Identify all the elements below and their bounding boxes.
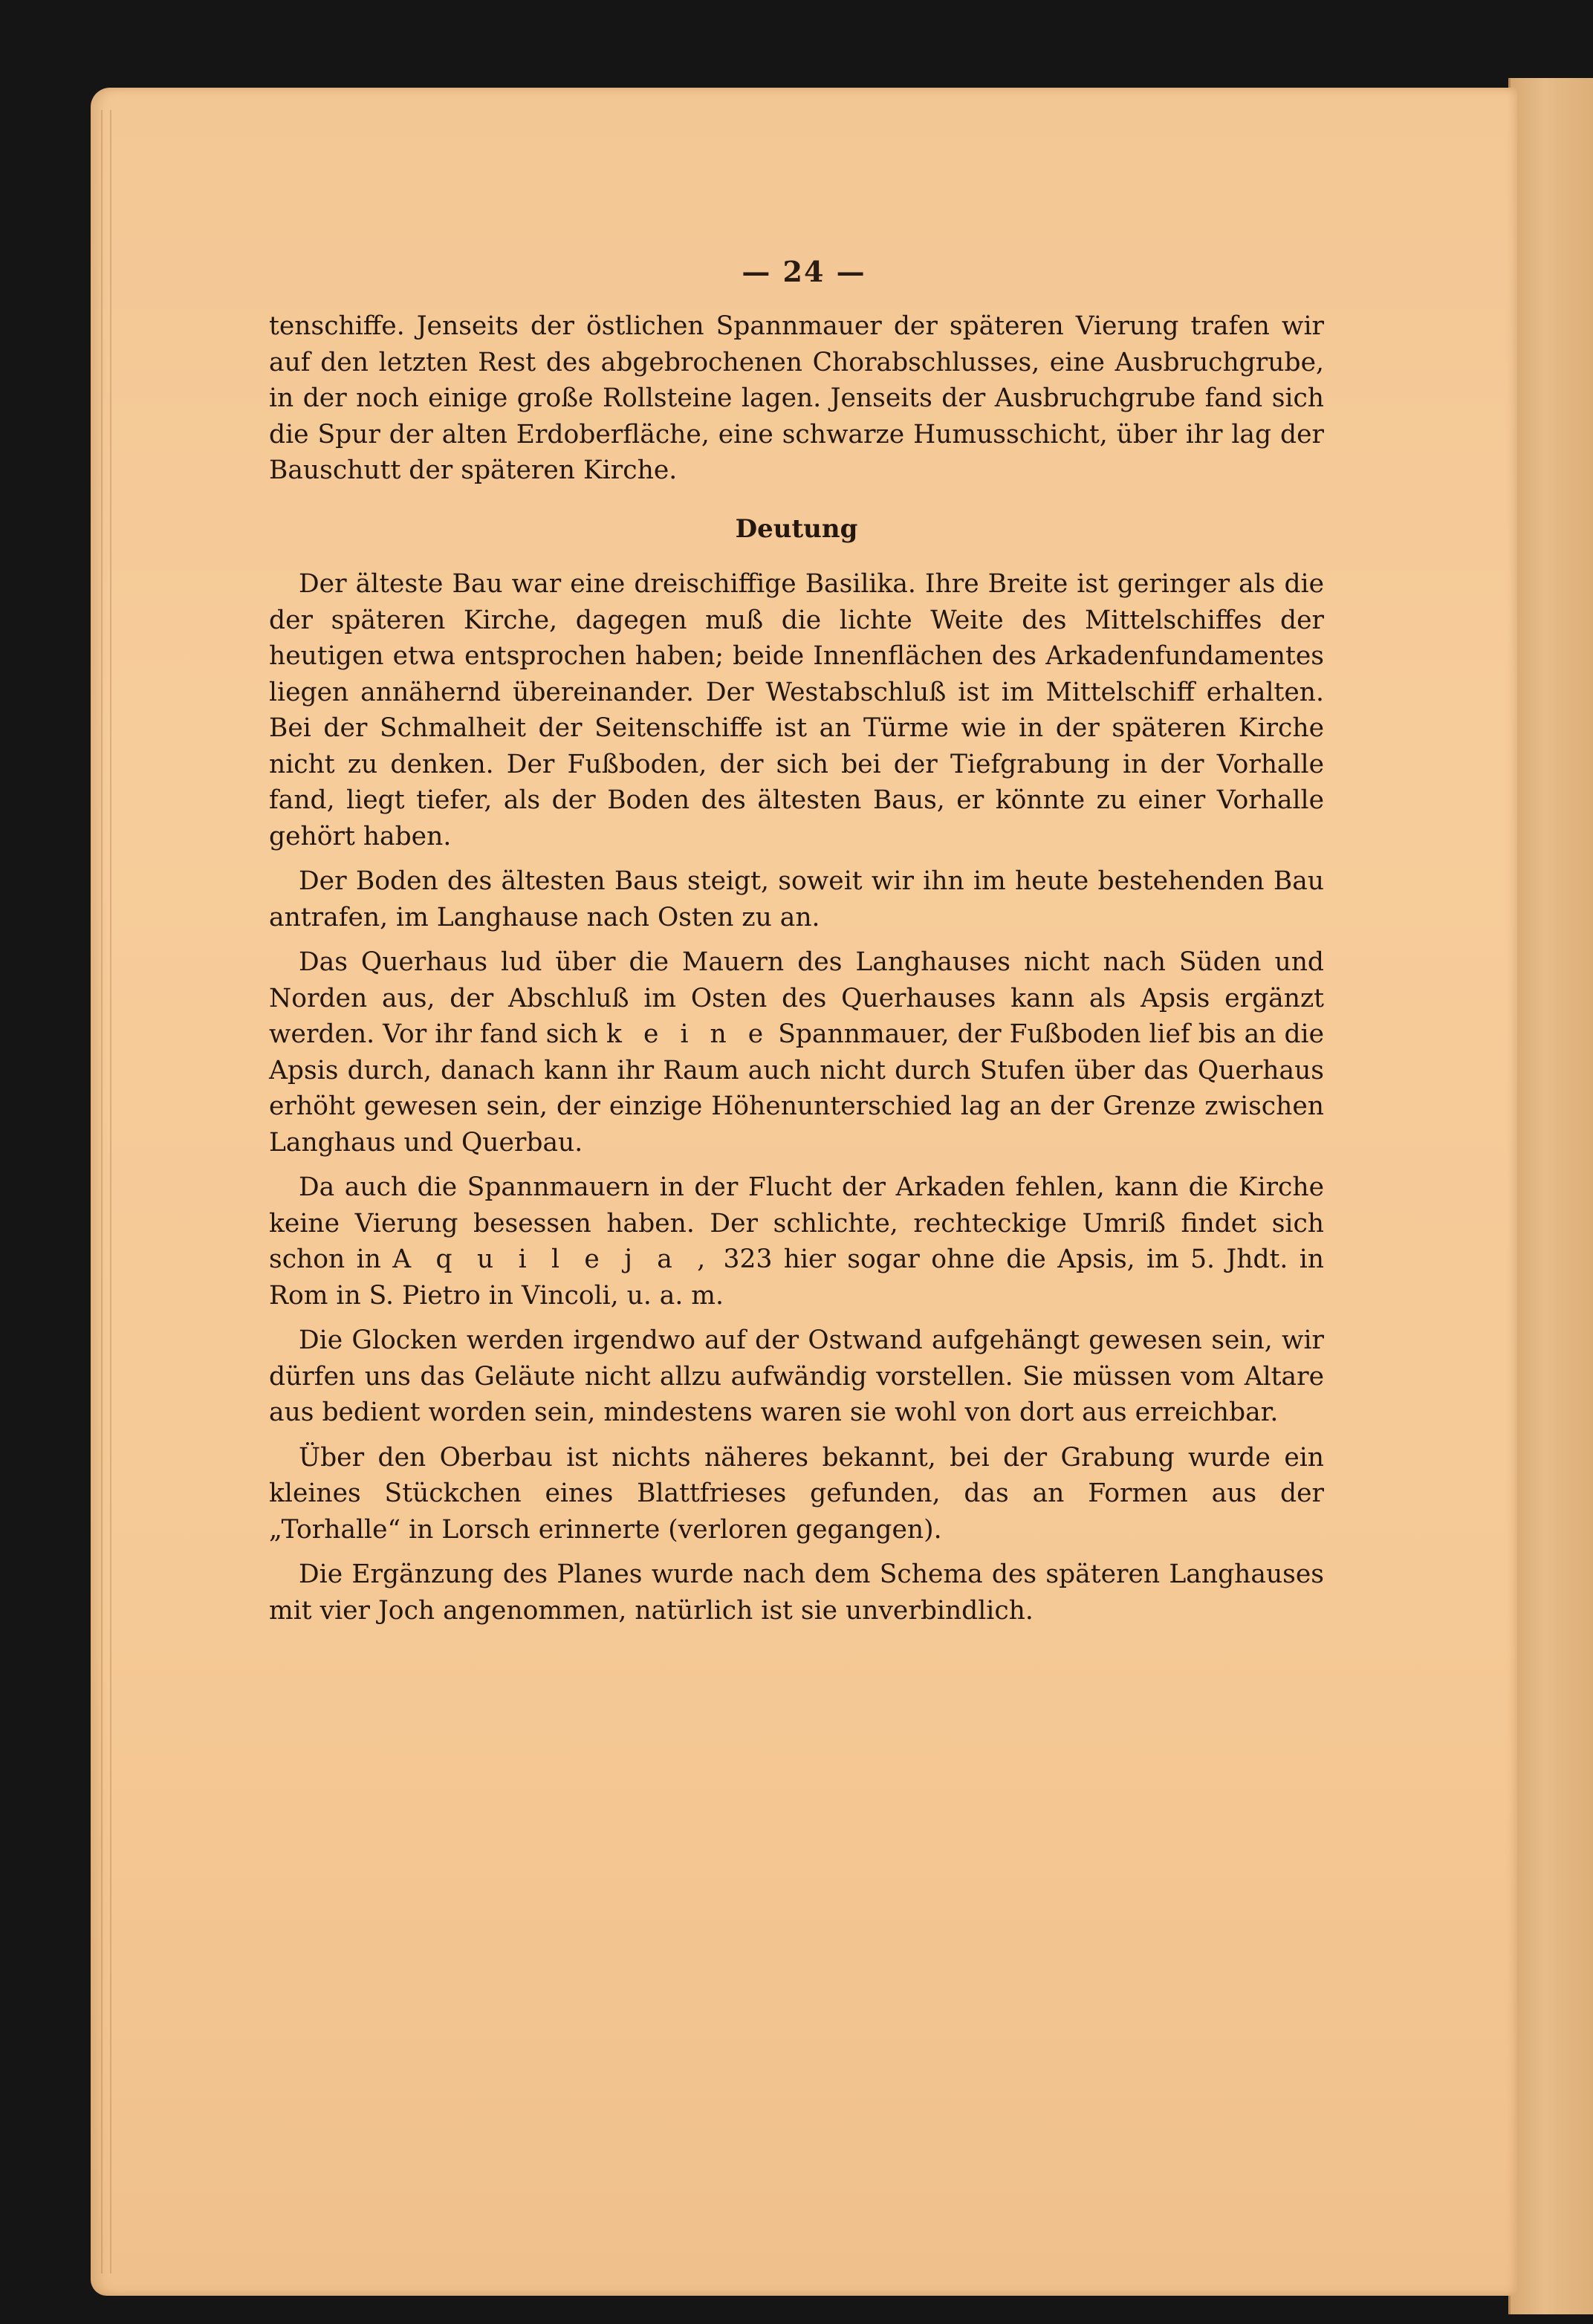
paragraph: Die Ergänzung des Planes wurde nach dem Schema des späteren Langhauses mit vier Joch angenommen, natürlich ist sie unverbindlich. bbox=[269, 1559, 1324, 1626]
paragraph-text: 323 hier sogar ohne die Apsis, im 5. Jhdt. in Rom in S. Pietro in Vincoli, u. a. m. bbox=[269, 1244, 1324, 1311]
page-number: — 24 — bbox=[742, 255, 866, 288]
emphasized-word: A q u i l e j a , bbox=[392, 1244, 713, 1274]
section-heading: Deutung bbox=[735, 513, 858, 544]
paragraph: Der älteste Bau war eine dreischiffige Basilika. Ihre Breite ist geringer als die der späteren Kirche, dagegen muß die lichte Weite des Mittelschiffes der heutigen etwa entsprochen haben; beide Innenflächen des Arkadenfundamentes liegen annähernd übereinander. Der Westabschluß ist im Mittelschiff erhalten. Bei der Schmalheit der Seitenschiffe ist an Türme wie in der späteren Kirche nicht zu denken. Der Fußboden, der sich bei der Tiefgrabung in der Vorhalle fand, liegt tiefer, als der Boden des ältesten Baus, er könnte zu einer Vorhalle gehört haben. bbox=[269, 569, 1324, 851]
paragraph: Über den Oberbau ist nichts näheres bekannt, bei der Grabung wurde ein kleines Stückchen eines Blattfrieses gefunden, das an Formen aus der „Torhalle“ in Lorsch erinnerte (verloren gegangen). bbox=[269, 1442, 1324, 1545]
page-edge-line bbox=[101, 110, 103, 2273]
paragraph-text: Das Querhaus lud über die Mauern des Langhauses nicht nach Süden und Norden aus, der Abschluß im Osten des Querhauses kann als Apsis ergänzt werden. Vor ihr fand sich bbox=[269, 947, 1324, 1049]
page-edge-line bbox=[110, 110, 111, 2273]
paragraph-text: Da auch die Spannmauern in der Flucht der Arkaden fehlen, kann die Kirche keine Vierung besessen haben. Der schlichte, rechteckige Umriß findet sich schon in bbox=[269, 1172, 1324, 1274]
emphasized-word: k e i n e bbox=[606, 1019, 770, 1049]
paragraph-text: Spannmauer, der Fußboden lief bis an die Apsis durch, danach kann ihr Raum auch nicht durch Stufen über das Querhaus erhöht gewesen sein, der einzige Höhenunterschied lag an der Grenze zwischen Langhaus und Querbau. bbox=[269, 1019, 1325, 1158]
adjacent-page-edge bbox=[1508, 78, 1593, 2314]
paragraph: Der Boden des ältesten Baus steigt, soweit wir ihn im heute bestehenden Bau antrafen, im Langhause nach Osten zu an. bbox=[269, 866, 1324, 932]
paragraph bbox=[269, 944, 1324, 1161]
body-text bbox=[269, 308, 1324, 1637]
paragraph: Die Glocken werden irgendwo auf der Ostwand aufgehängt gewesen sein, wir dürfen uns das Geläute nicht allzu aufwändig vorstellen. Sie müssen vom Altare aus bedient worden sein, mindestens waren sie wohl von dort aus erreichbar. bbox=[269, 1325, 1324, 1427]
paragraph: tenschiffe. Jenseits der östlichen Spannmauer der späteren Vierung trafen wir auf den letzten Rest des abgebrochenen Chorabschlusses, eine Ausbruchgrube, in der noch einige große Rollsteine lagen. Jenseits der Ausbruchgrube fand sich die Spur der alten Erdoberfläche, eine schwarze Humusschicht, über ihr lag der Bauschutt der späteren Kirche. bbox=[269, 311, 1324, 485]
paragraph bbox=[269, 1169, 1324, 1314]
